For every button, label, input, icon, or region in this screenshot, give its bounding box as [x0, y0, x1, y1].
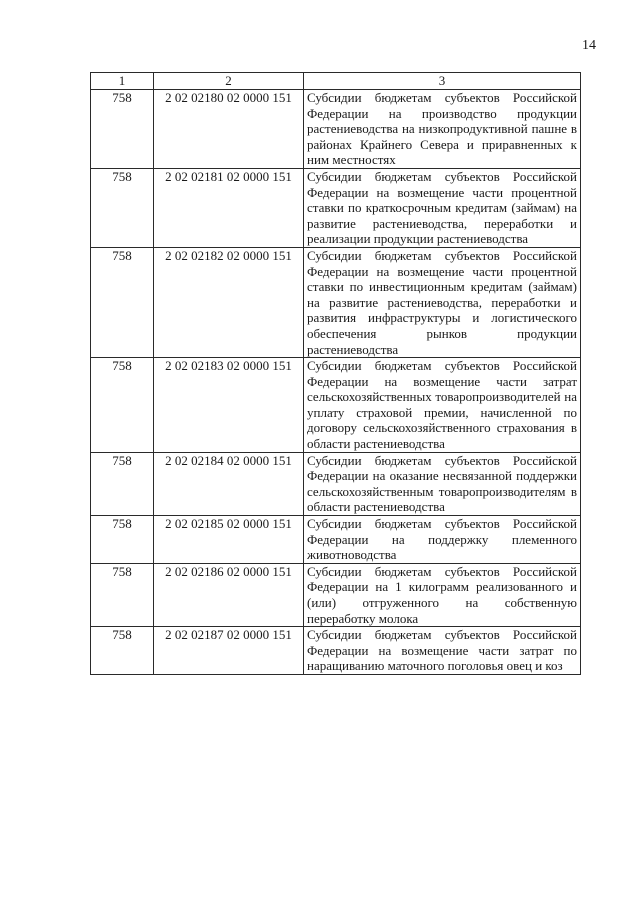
page-number: 14 [582, 38, 596, 53]
table-row [91, 563, 581, 626]
description-cell: Субсидии бюджетам субъектов Российской Федерации на возмещение части процентной ставки по инвестиционным кредитам (займам) на развитие растениеводства, переработки и развития инфраструктуры и логистического обеспечения рынков продукции растениеводства [304, 247, 581, 357]
admin-code-cell: 758 [91, 627, 154, 675]
column-header-2: 2 [154, 73, 304, 90]
budget-code-cell: 2 02 02182 02 0000 151 [154, 247, 304, 357]
description-cell: Субсидии бюджетам субъектов Российской Федерации на производство продукции растениеводства на низкопродуктивной пашне в районах Крайнего Севера и приравненных к ним местностях [304, 90, 581, 169]
table-row [91, 516, 581, 564]
table-row [91, 452, 581, 515]
admin-code-cell: 758 [91, 516, 154, 564]
budget-code-cell: 2 02 02185 02 0000 151 [154, 516, 304, 564]
budget-classification-table [90, 72, 581, 675]
admin-code-cell: 758 [91, 247, 154, 357]
budget-code-cell: 2 02 02180 02 0000 151 [154, 90, 304, 169]
description-cell: Субсидии бюджетам субъектов Российской Федерации на возмещение части процентной ставки по краткосрочным кредитам (займам) на развитие растениеводства, переработки и реализации продукции растениеводства [304, 168, 581, 247]
column-header-3: 3 [304, 73, 581, 90]
admin-code-cell: 758 [91, 563, 154, 626]
budget-code-cell: 2 02 02181 02 0000 151 [154, 168, 304, 247]
table-row [91, 168, 581, 247]
description-cell: Субсидии бюджетам субъектов Российской Федерации на оказание несвязанной поддержки сельскохозяйственным товаропроизводителям в области растениеводства [304, 452, 581, 515]
budget-code-cell: 2 02 02184 02 0000 151 [154, 452, 304, 515]
budget-code-cell: 2 02 02187 02 0000 151 [154, 627, 304, 675]
description-cell: Субсидии бюджетам субъектов Российской Федерации на возмещение части затрат сельскохозяйственных товаропроизводителей на уплату страховой премии, начисленной по договору сельскохозяйственного страхования в области растениеводства [304, 358, 581, 453]
admin-code-cell: 758 [91, 452, 154, 515]
description-cell: Субсидии бюджетам субъектов Российской Федерации на поддержку племенного животноводства [304, 516, 581, 564]
budget-code-cell: 2 02 02186 02 0000 151 [154, 563, 304, 626]
table-header-row [91, 73, 581, 90]
description-cell: Субсидии бюджетам субъектов Российской Федерации на 1 килограмм реализованного и (или) отгруженного на собственную переработку молока [304, 563, 581, 626]
table-row [91, 247, 581, 357]
table-row [91, 90, 581, 169]
column-header-1: 1 [91, 73, 154, 90]
admin-code-cell: 758 [91, 358, 154, 453]
table-row [91, 358, 581, 453]
description-cell: Субсидии бюджетам субъектов Российской Федерации на возмещение части затрат по наращиванию маточного поголовья овец и коз [304, 627, 581, 675]
admin-code-cell: 758 [91, 168, 154, 247]
admin-code-cell: 758 [91, 90, 154, 169]
table-row [91, 627, 581, 675]
budget-code-cell: 2 02 02183 02 0000 151 [154, 358, 304, 453]
